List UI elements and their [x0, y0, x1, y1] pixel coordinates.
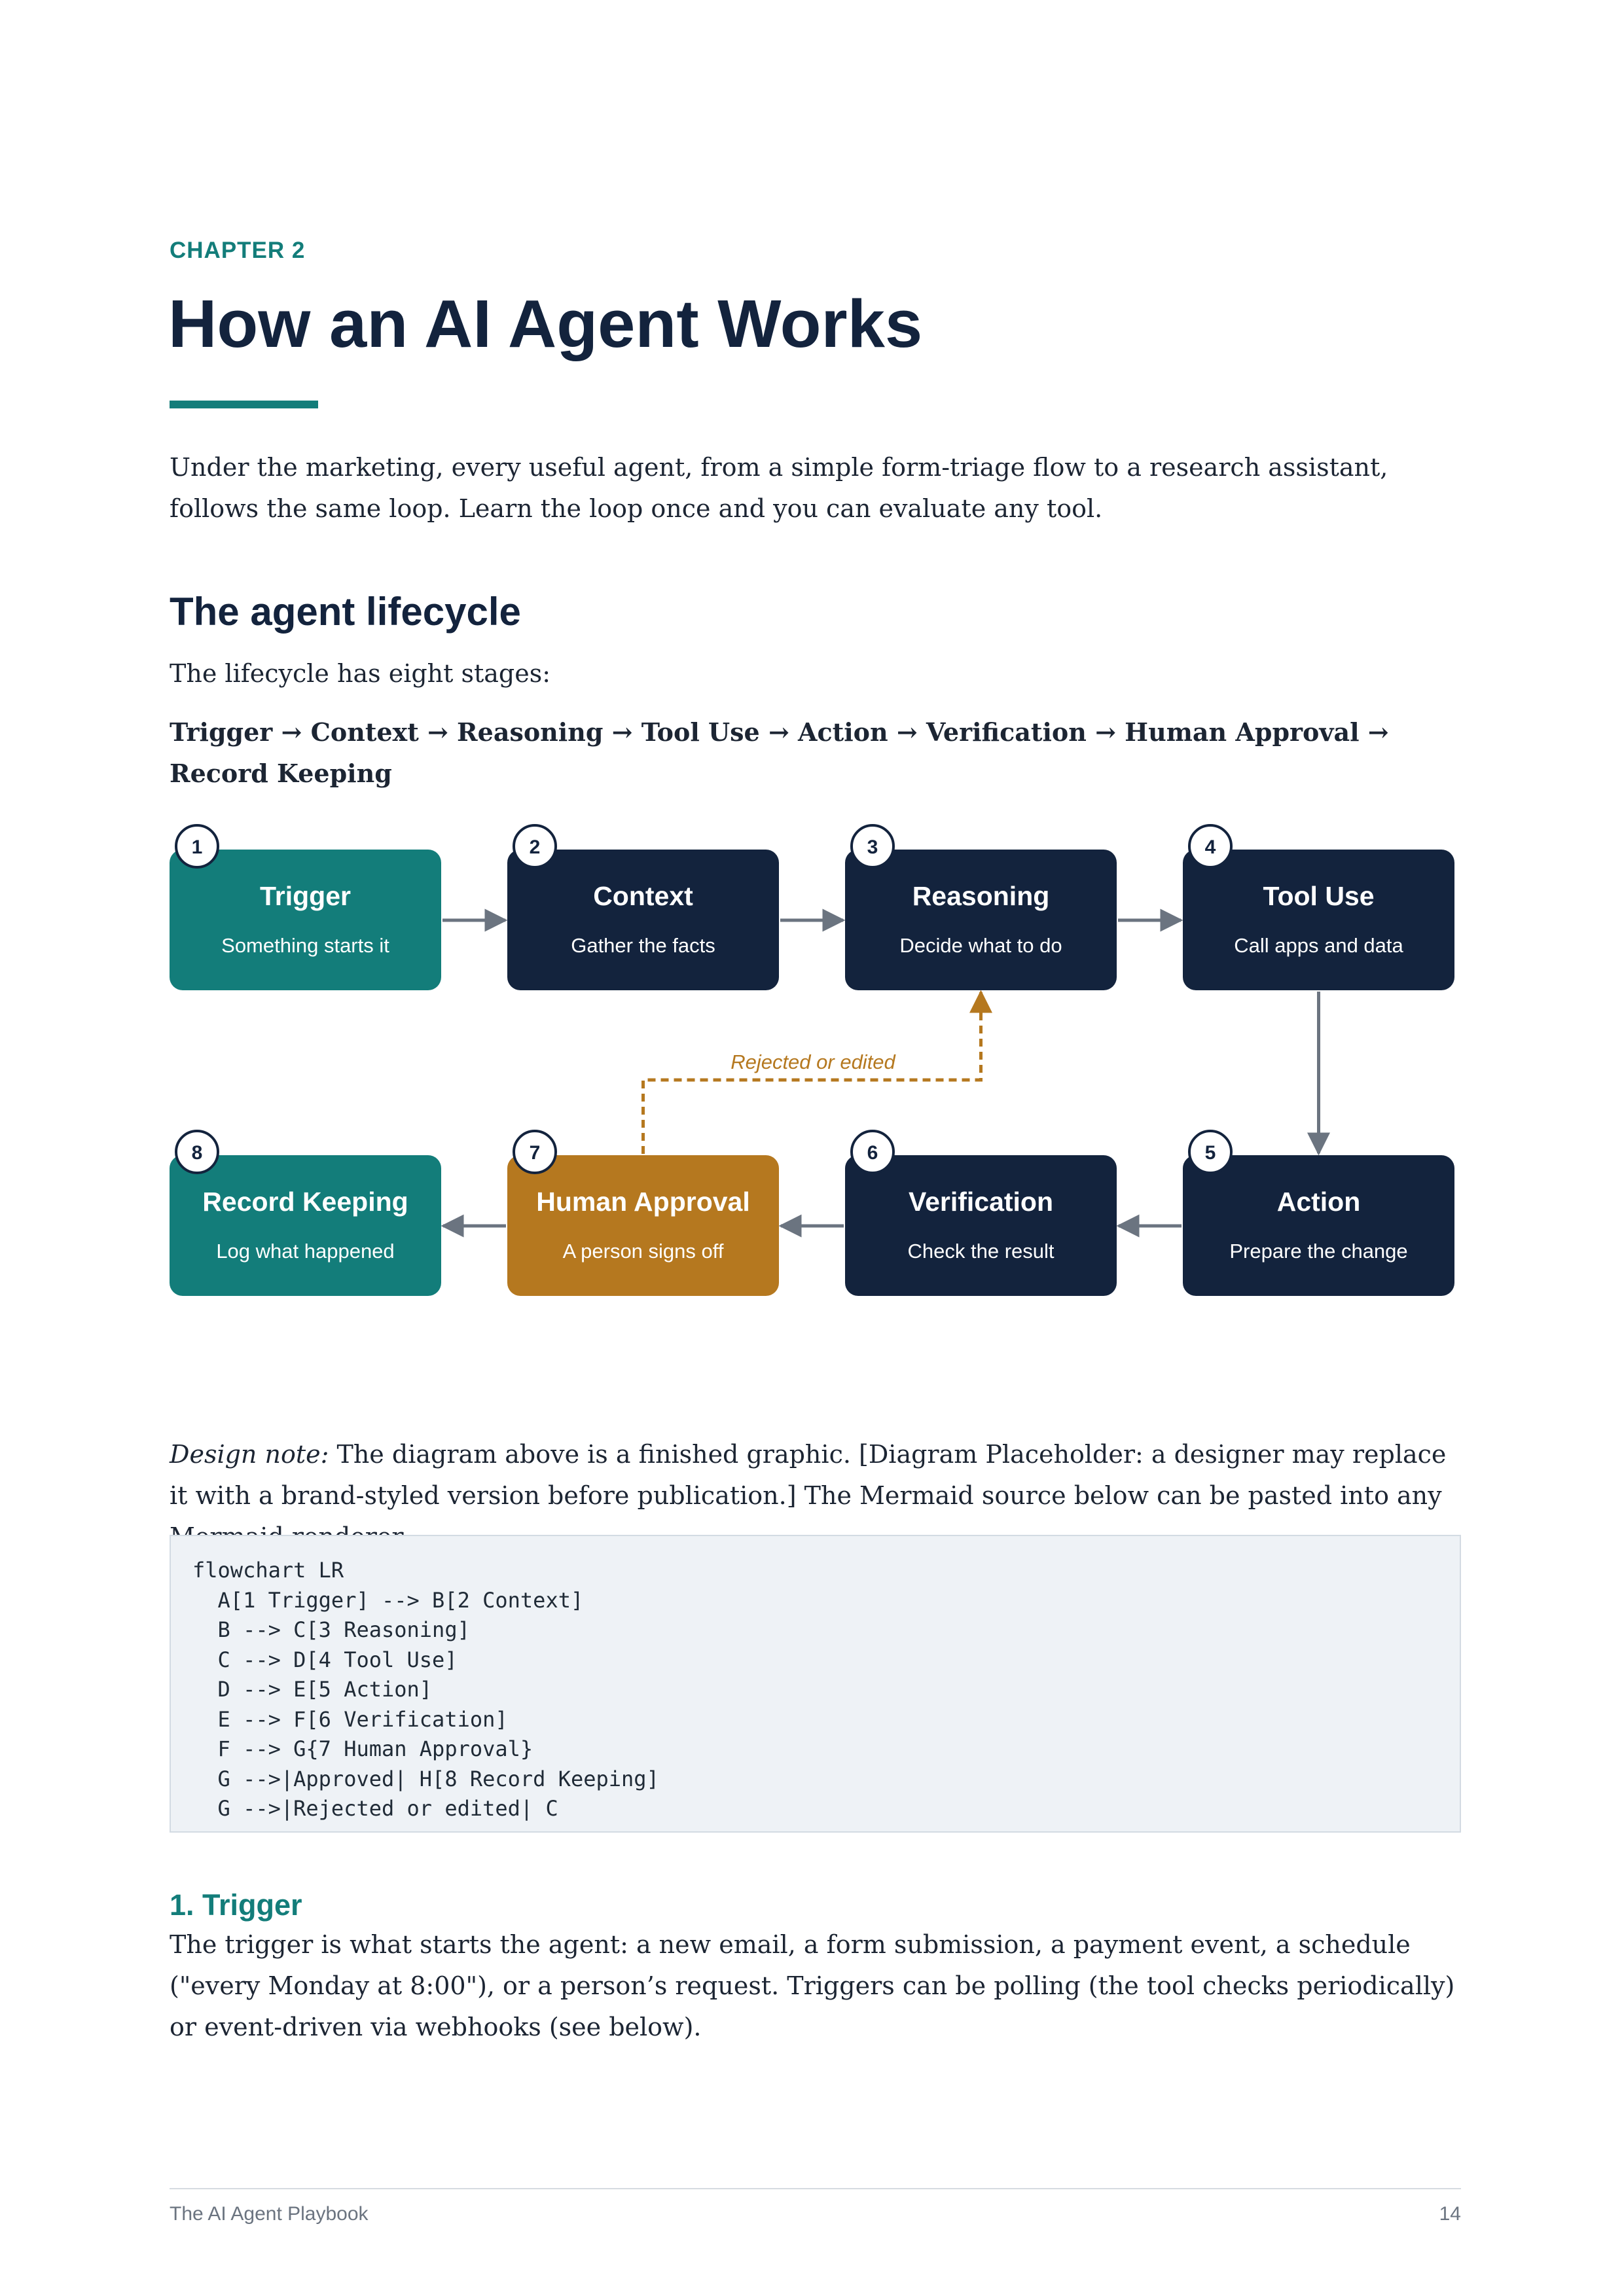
stage-number: 5 — [1204, 1142, 1216, 1164]
mermaid-code-block: flowchart LR A[1 Trigger] --> B[2 Context] B --> C[3 Reasoning] C --> D[4 Tool Use] D --> E[5 Action] E --> F[6 Verification] F --> G{7 Human Approval} G -->|Approved| H[8 Record Keeping] G -->|Rejected or edited| C — [170, 1535, 1461, 1833]
stage-box — [170, 850, 441, 990]
stage-title: Reasoning — [912, 881, 1050, 911]
stage-number-badge — [514, 825, 556, 867]
page-title: How an AI Agent Works — [168, 286, 923, 361]
stage-subtitle: Something starts it — [221, 934, 389, 957]
stage-human-approval — [507, 1131, 779, 1296]
design-note-label: Design note: — [170, 1440, 329, 1469]
stage-box — [845, 850, 1117, 990]
stage-box — [507, 850, 779, 990]
stage-context — [507, 825, 779, 990]
stage-box — [507, 1155, 779, 1296]
stage-action — [1183, 1131, 1454, 1296]
stage-title: Action — [1276, 1187, 1361, 1217]
stage-number: 3 — [867, 836, 878, 858]
stage-number-badge — [176, 1131, 218, 1173]
stage-number-badge — [852, 1131, 893, 1173]
design-note-text: The diagram above is a finished graphic. [Diagram Placeholder: a designer may replace it with a brand-styled version before publication.] The Mermaid source below can be pasted into any — [170, 1440, 1447, 1510]
section-heading-lifecycle: The agent lifecycle — [170, 590, 521, 634]
stage-record-keeping — [170, 1131, 441, 1296]
stage-trigger — [170, 825, 441, 990]
stage-number: 2 — [529, 836, 541, 858]
stage-subtitle: Check the result — [907, 1240, 1055, 1263]
stage-title: Trigger — [260, 881, 351, 911]
stage-subtitle: A person signs off — [562, 1240, 724, 1263]
stage-number-badge — [176, 825, 218, 867]
stage-subtitle: Gather the facts — [571, 934, 715, 957]
stage-number: 1 — [191, 836, 203, 858]
stage-subtitle: Call apps and data — [1234, 934, 1403, 957]
lifecycle-lead: The lifecycle has eight stages: — [170, 659, 551, 688]
stage-box — [845, 1155, 1117, 1296]
stage-title: Tool Use — [1263, 881, 1375, 911]
stage-box — [1183, 850, 1454, 990]
stage-number: 4 — [1204, 836, 1216, 858]
loop-label: Rejected or edited — [731, 1050, 895, 1073]
stage-number: 6 — [867, 1142, 878, 1164]
section-heading-trigger: 1. Trigger — [170, 1888, 302, 1922]
stage-box — [170, 1155, 441, 1296]
footer-title: The AI Agent Playbook — [170, 2203, 369, 2225]
stage-number-badge — [514, 1131, 556, 1173]
stage-title: Record Keeping — [202, 1187, 408, 1217]
stage-number: 8 — [191, 1142, 203, 1164]
stage-tool-use — [1183, 825, 1454, 990]
footer-divider — [170, 2188, 1461, 2189]
stage-title: Context — [593, 881, 693, 911]
page-number: 14 — [1439, 2203, 1461, 2225]
chapter-label: CHAPTER 2 — [170, 238, 306, 263]
trigger-paragraph: The trigger is what starts the agent: a new email, a form submission, a payment event, a schedule ("every Monday at 8:00"), or a person’s request. Triggers can be polling (the tool checks periodically) or event-driven via webhooks (see below). — [170, 1930, 1455, 2041]
stage-number-badge — [852, 825, 893, 867]
stage-box — [1183, 1155, 1454, 1296]
stage-reasoning — [845, 825, 1117, 990]
stage-subtitle: Prepare the change — [1229, 1240, 1408, 1263]
stage-subtitle: Decide what to do — [899, 934, 1062, 957]
stage-subtitle: Log what happened — [216, 1240, 395, 1263]
stage-number: 7 — [529, 1142, 541, 1164]
stage-number-badge — [1189, 825, 1231, 867]
intro-paragraph: Under the marketing, every useful agent, from a simple form-triage flow to a research assistant, follows the same loop. Learn the loop once and you can evaluate any tool. — [170, 453, 1388, 523]
stage-verification — [845, 1131, 1117, 1296]
stage-title: Verification — [908, 1187, 1054, 1217]
stage-title: Human Approval — [536, 1187, 750, 1217]
lifecycle-flow-text: Trigger → Context → Reasoning → Tool Use → Action → Verification → Human Approval → Record Keeping — [170, 717, 1389, 788]
stage-number-badge — [1189, 1131, 1231, 1173]
